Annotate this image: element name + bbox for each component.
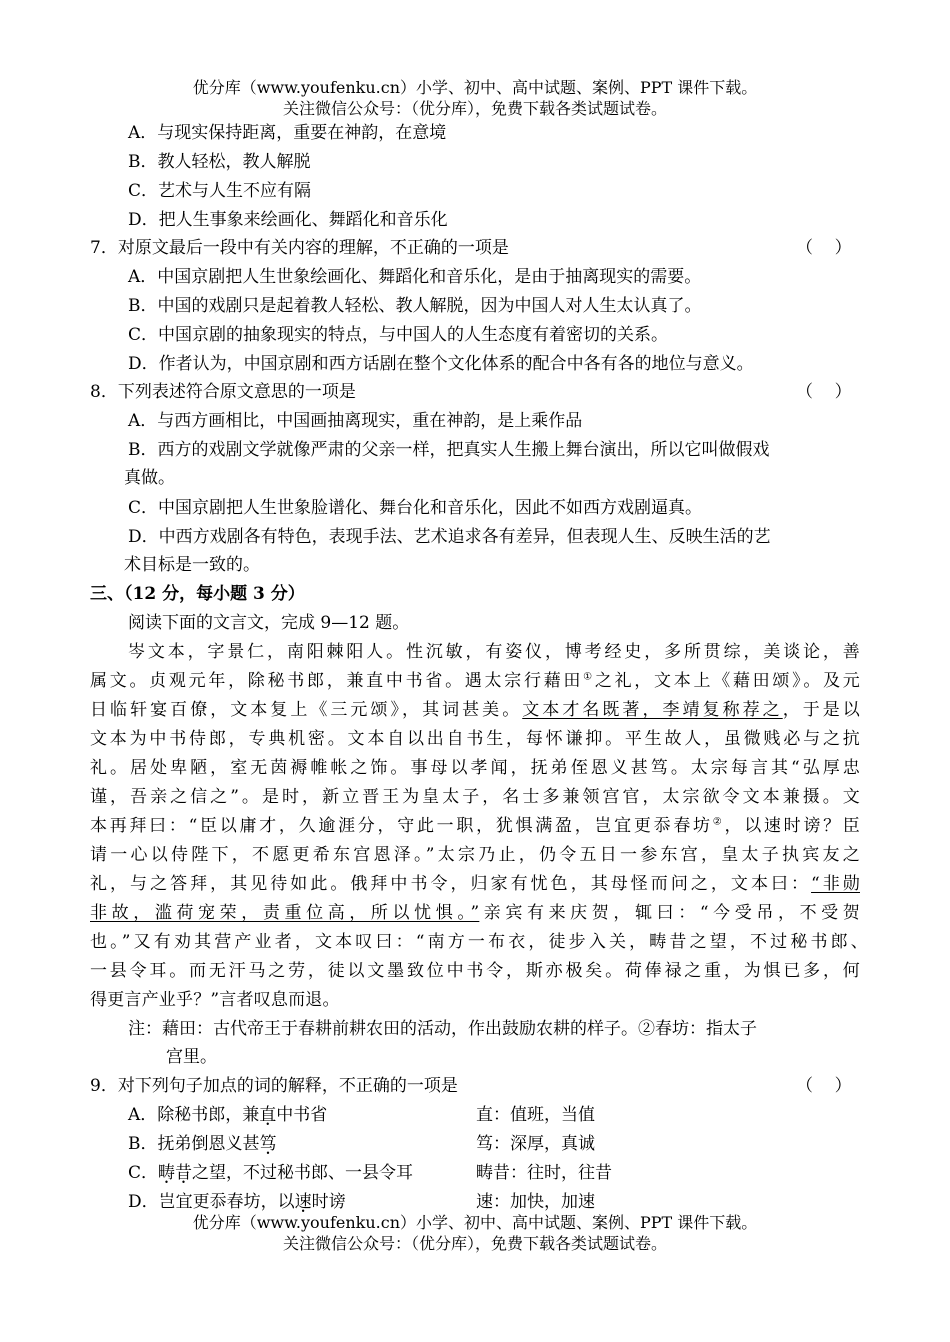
q9-option-c-definition: 畴昔：往时，往昔 [476, 1163, 612, 1183]
q9-option-a [128, 1104, 327, 1126]
q7-option-a: A．中国京剧把人生世象绘画化、舞蹈化和音乐化，是由于抽离现实的需要。 [128, 267, 702, 287]
header-line-1: 优分库（www.youfenku.cn）小学、初中、高中试题、案例、PPT 课件下载。 [192, 78, 758, 97]
passage-text: 本再拜曰：“臣以庸才，久逾涯分，守此一职，犹惧满盈，岂宜更忝春坊 [90, 816, 713, 836]
q6-option-b: B．教人轻松，教人解脱 [128, 152, 311, 172]
dotted-word: 笃 [259, 1134, 277, 1154]
passage-line-10 [90, 902, 860, 924]
passage-line-5: 礼。居处卑陋，室无茵褥帷帐之饰。事母以孝闻，抚弟侄恩义甚笃。太宗每言其“弘厚忠 [90, 758, 860, 778]
q6-option-a: A．与现实保持距离，重要在神韵，在意境 [128, 123, 447, 143]
footer-line-1: 优分库（www.youfenku.cn）小学、初中、高中试题、案例、PPT 课件下载。 [192, 1213, 758, 1232]
passage-line-1: 岑文本，字景仁，南阳棘阳人。性沉敏，有姿仪，博考经史，多所贯综，美谈论，善 [128, 642, 860, 662]
passage-line-13: 得更言产业乎？”言者叹息而退。 [90, 990, 340, 1010]
q6-option-c: C．艺术与人生不应有隔 [128, 181, 312, 201]
passage-text: 属文。贞观元年，除秘书郎，兼直中书省。遇太宗行藉田 [90, 671, 584, 691]
passage-line-4: 文本为中书侍郎，专典机密。文本自以出自书生，每怀谦抑。平生故人，虽微贱必与之抗 [90, 729, 860, 749]
passage-line-6: 谨，吾亲之信之”。是时，新立晋王为皇太子，名士多兼领宫官，太宗欲令文本兼摄。文 [90, 787, 860, 807]
q7-stem: 7．对原文最后一段中有关内容的理解，不正确的一项是 [90, 238, 509, 258]
q8-option-c: C．中国京剧把人生世象脸谱化、舞台化和音乐化，因此不如西方戏剧逼真。 [128, 498, 703, 518]
q9-stem: 9．对下列句子加点的词的解释，不正确的一项是 [90, 1076, 458, 1096]
q9-option-b-definition: 笃：深厚，真诚 [476, 1134, 595, 1154]
passage-line-8: 请一心以侍陛下，不愿更希东宫恩泽。”太宗乃止，仍令五日一参东宫，皇太子执宾友之 [90, 845, 860, 865]
q8-option-b-line1: B．西方的戏剧文学就像严肃的父亲一样，把真实人生搬上舞台演出，所以它叫做假戏 [128, 440, 770, 460]
passage-text: 之礼，文本上《藉田颂》。及元 [594, 671, 860, 691]
dotted-word: 速 [294, 1192, 312, 1212]
section-3-instruction: 阅读下面的文言文，完成 9—12 题。 [128, 613, 410, 633]
footer-line-2: 关注微信公众号：（优分库），免费下载各类试题试卷。 [282, 1234, 667, 1253]
footnote-line-2: 宫里。 [166, 1047, 217, 1067]
q7-option-d: D．作者认为，中国京剧和西方话剧在整个文化体系的配合中各有各的地位与意义。 [128, 354, 754, 374]
q8-option-d-line1: D．中西方戏剧各有特色，表现手法、艺术追求各有差异，但表现人生、反映生活的艺 [128, 527, 771, 547]
passage-line-7 [90, 815, 860, 837]
passage-text: ，于是以 [782, 700, 860, 720]
passage-line-11: 也。”又有劝其营产业者，文本叹曰：“南方一布衣，徒步入关，畴昔之望，不过秘书郎、 [90, 932, 868, 952]
passage-text: 亲宾有来庆贺，辄曰：“今受吊，不受贺 [479, 903, 860, 923]
section-3-title: 三、（12 分，每小题 3 分） [90, 584, 305, 604]
q9-option-d [128, 1191, 346, 1213]
q7-answer-paren: （ ） [796, 238, 852, 258]
passage-line-12: 一县令耳。而无汗马之劳，徒以文墨致位中书令，斯亦极矣。荷俸禄之重，为惧已多，何 [90, 961, 860, 981]
footnote-line-1: 注：藉田：古代帝王于春耕前耕农田的活动，作出鼓励农耕的样子。②春坊：指太子 [128, 1019, 757, 1039]
q7-option-b: B．中国的戏剧只是起着教人轻松、教人解脱，因为中国人对人生太认真了。 [128, 296, 702, 316]
q7-option-c: C．中国京剧的抽象现实的特点，与中国人的人生态度有着密切的关系。 [128, 325, 669, 345]
passage-text: ，以速时谤？臣 [724, 816, 860, 836]
underlined-sentence-2-end: 非故，滥荷宠荣，责重位高，所以忧惧。” [90, 903, 480, 923]
q8-option-d-line2: 术目标是一致的。 [124, 555, 260, 575]
passage-line-2 [90, 670, 860, 692]
header-line-2: 关注微信公众号：（优分库），免费下载各类试题试卷。 [282, 99, 667, 118]
option-text: B．抚弟倒恩义甚 [128, 1134, 260, 1154]
passage-text: 礼，与之答拜，其见待如此。俄拜中书令，归家有忧色，其母怪而问之，文本曰： [90, 874, 812, 894]
q6-option-d: D．把人生事象来绘画化、舞蹈化和音乐化 [128, 210, 448, 230]
dotted-word: 昔 [175, 1163, 193, 1183]
footnote-marker-2: ② [712, 816, 725, 828]
q8-option-a: A．与西方画相比，中国画抽离现实，重在神韵，是上乘作品 [128, 411, 583, 431]
footnote-marker-1: ① [583, 671, 595, 683]
underlined-sentence-2-start: “非勋 [811, 874, 860, 894]
passage-text: 日临轩宴百僚，文本复上《三元颂》，其词甚美。 [90, 700, 523, 720]
q8-answer-paren: （ ） [796, 382, 852, 402]
q8-stem: 8．下列表述符合原文意思的一项是 [90, 382, 356, 402]
q8-option-b-line2: 真做。 [124, 468, 175, 488]
dotted-word: 直 [259, 1105, 277, 1125]
option-text: A．除秘书郎，兼 [128, 1105, 260, 1125]
q9-option-b [128, 1133, 277, 1155]
q9-option-c [128, 1162, 413, 1184]
option-text: D．岂宜更忝春坊，以 [128, 1192, 295, 1212]
passage-line-9 [90, 873, 860, 895]
option-text: 之望，不过秘书郎、一县令耳 [192, 1163, 414, 1183]
option-text: C． [128, 1163, 159, 1183]
dotted-word: 畴 [158, 1163, 176, 1183]
q9-option-d-definition: 速：加快，加速 [476, 1192, 595, 1212]
q9-answer-paren: （ ） [796, 1076, 852, 1096]
underlined-sentence-1: 文本才名既著，李靖复称荐之 [522, 700, 783, 720]
option-text: 中书省 [276, 1105, 328, 1125]
option-text: 时谤 [311, 1192, 346, 1212]
passage-line-3 [90, 699, 860, 721]
q9-option-a-definition: 直：值班，当值 [476, 1105, 595, 1125]
